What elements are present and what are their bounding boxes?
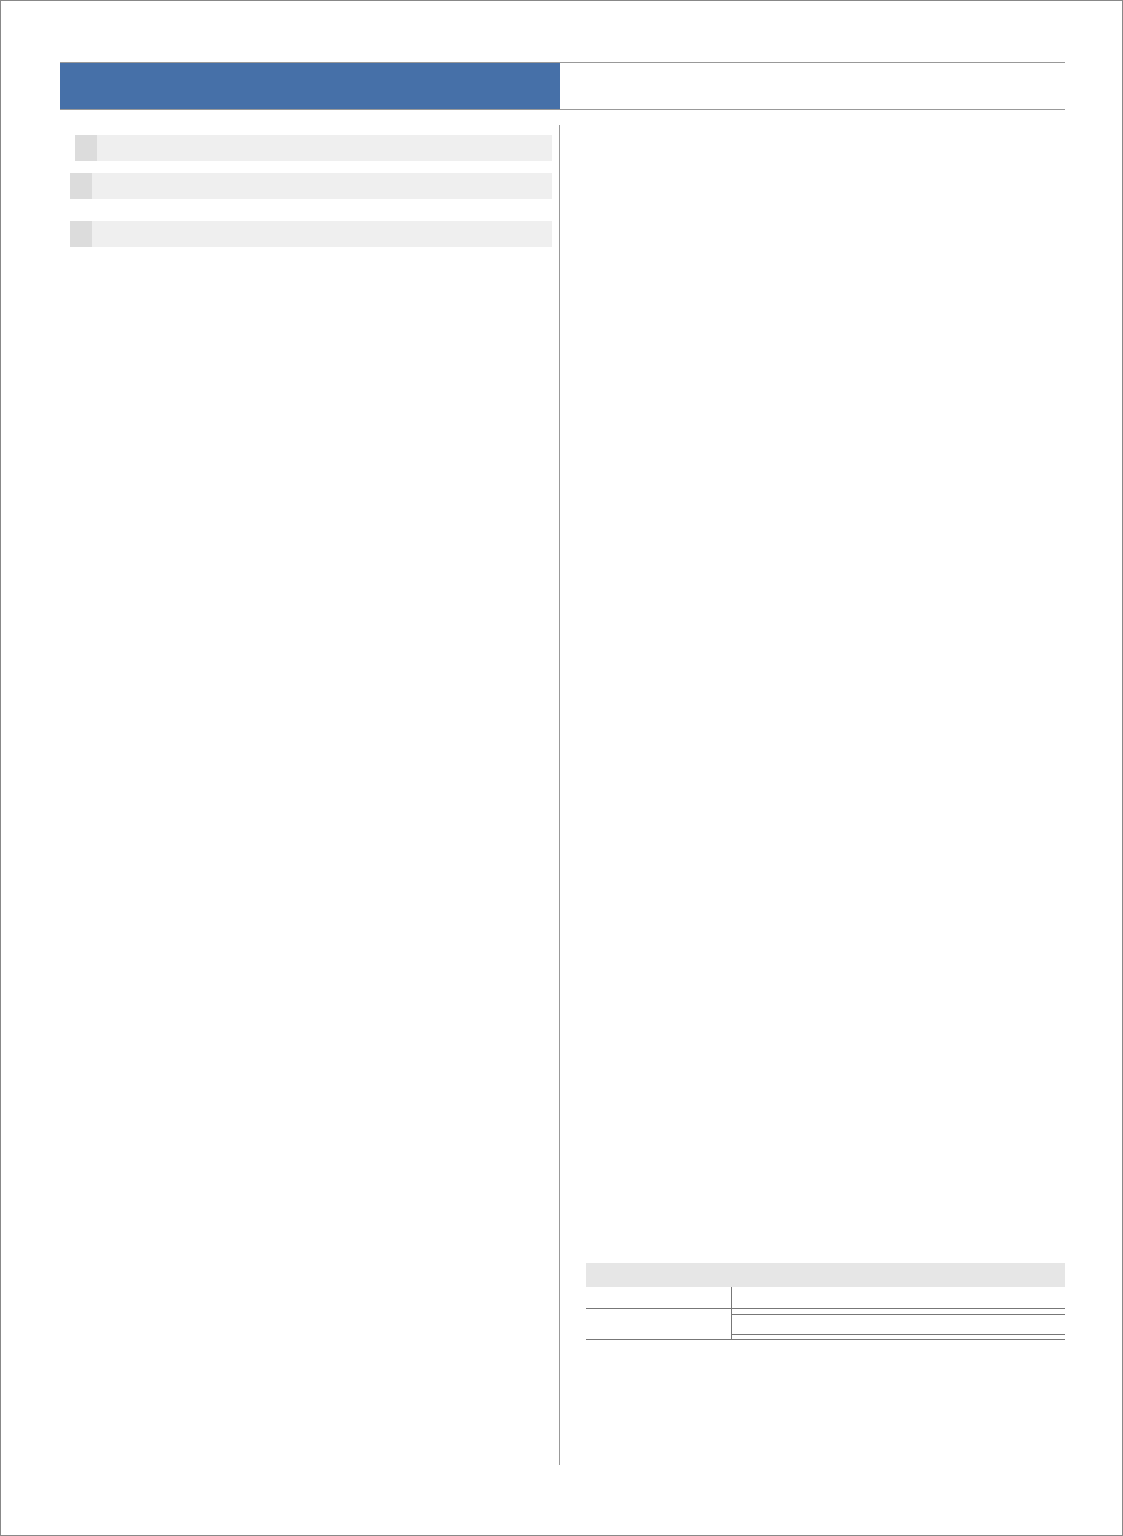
next-week-title	[586, 1263, 1065, 1287]
offering-header	[731, 1287, 1065, 1308]
next-week-volunteers	[586, 1263, 1065, 1346]
wednesday-title	[70, 221, 92, 247]
sunday-day-header	[75, 135, 552, 161]
prayer-list	[586, 1308, 731, 1339]
guide-header	[732, 1314, 1066, 1335]
sunday-night-header	[70, 173, 552, 199]
tagline-area	[560, 63, 1065, 109]
sunday-night-title	[70, 173, 92, 199]
wednesday-header	[70, 221, 552, 247]
bulletin-header	[60, 62, 1065, 110]
motto-banner	[60, 63, 560, 109]
worship-orders	[75, 135, 552, 259]
column-divider	[559, 125, 560, 1465]
sunday-day-title	[75, 135, 97, 161]
wednesday-section	[75, 221, 552, 247]
church-news	[585, 128, 1065, 132]
prayer-header	[586, 1287, 731, 1308]
volunteers-table	[586, 1287, 1065, 1339]
sunday-night-section	[75, 173, 552, 199]
table-bottom-rule	[586, 1339, 1065, 1340]
offering-and-guide-cell	[731, 1308, 1065, 1339]
